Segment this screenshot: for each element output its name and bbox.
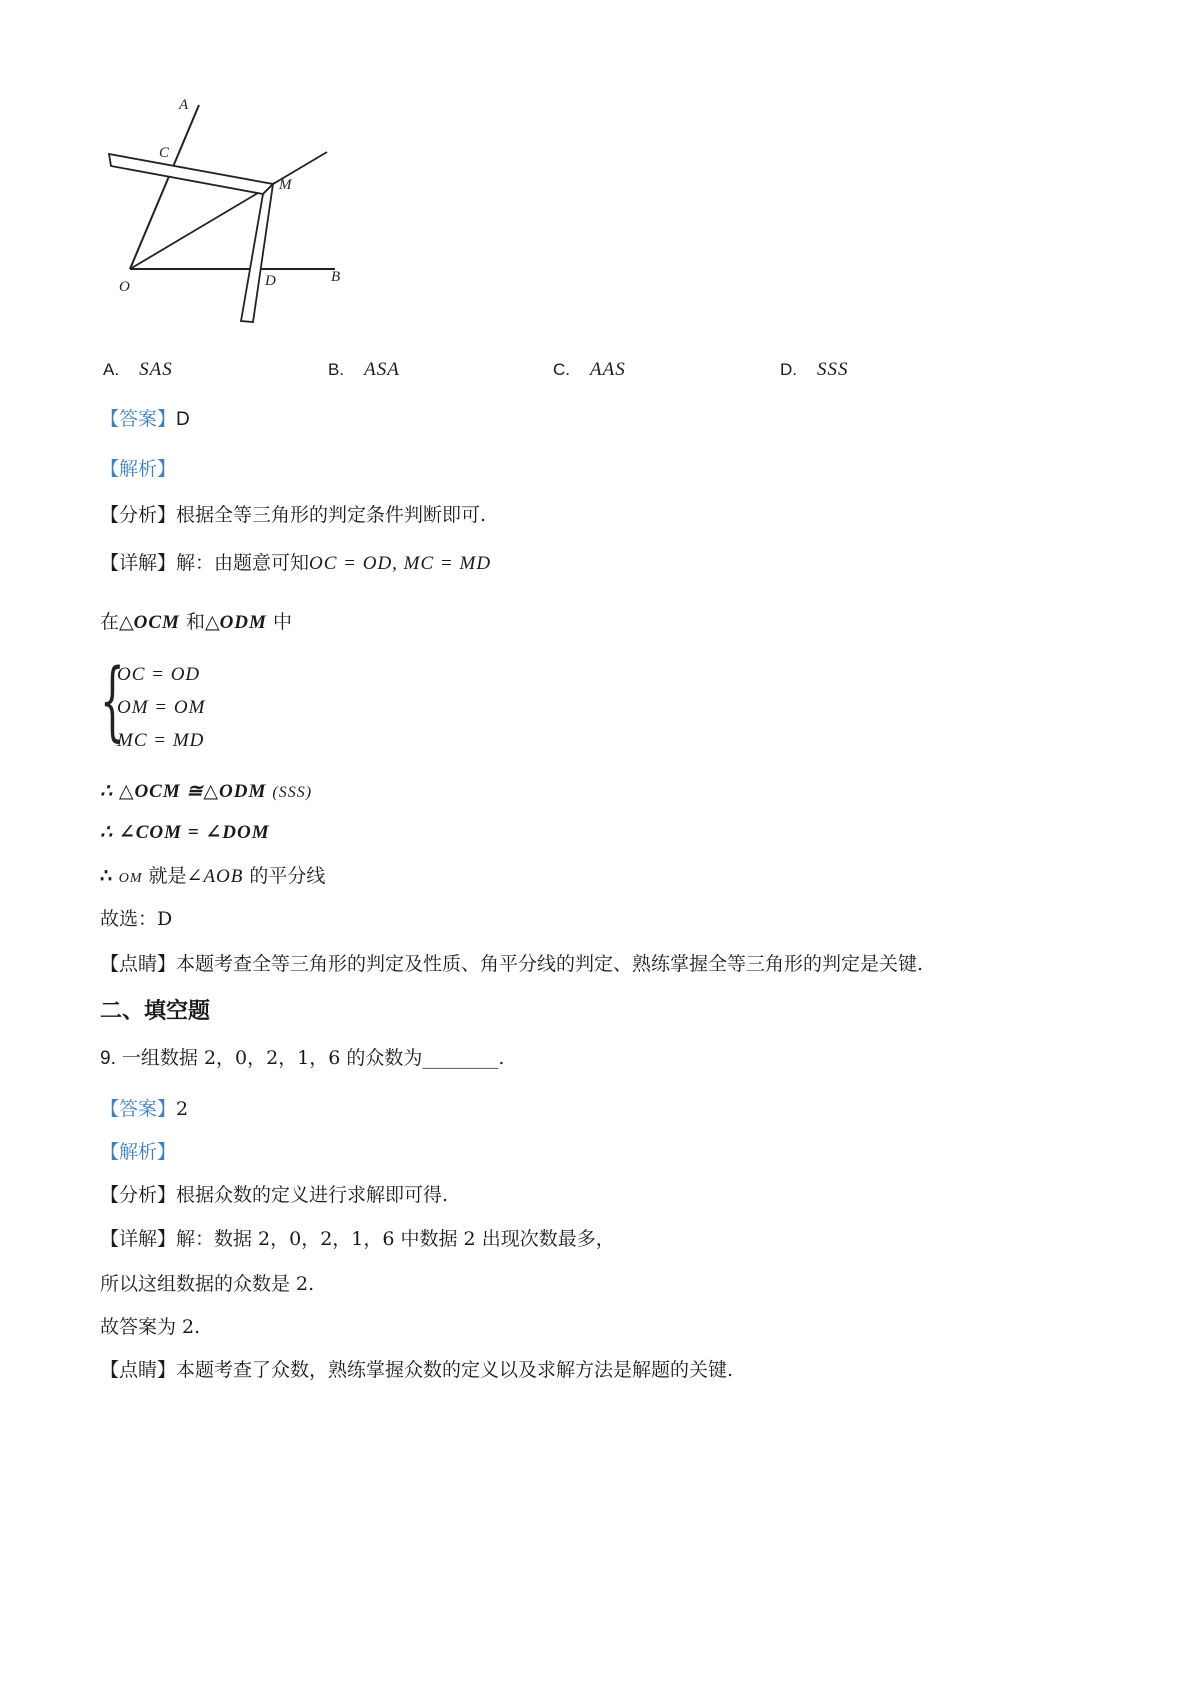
option-c-text: AAS — [590, 359, 626, 380]
q9-answer — [100, 1097, 188, 1121]
concl3-mid: 就是 — [142, 865, 187, 887]
in-post: 中 — [266, 611, 292, 633]
option-d-text: SSS — [817, 359, 849, 380]
q9-line3: 故答案为 2. — [100, 1316, 201, 1338]
label-c: C — [159, 145, 170, 161]
q9-line2: 所以这组数据的众数是 2. — [100, 1273, 315, 1295]
q8-xiangjie-prefix: 【详解】解：由题意可知 — [100, 552, 310, 574]
triangle-odm: ODM — [219, 612, 267, 633]
label-a: A — [179, 97, 189, 113]
option-c-letter: C. — [553, 360, 570, 379]
label-o: O — [119, 279, 130, 295]
concl1-tail: (SSS) — [272, 784, 313, 801]
q9-number: 9. — [100, 1048, 116, 1069]
triangle-ocm: OCM — [133, 612, 180, 633]
option-b-letter: B. — [328, 360, 345, 379]
q8-xiangjie — [100, 551, 491, 576]
label-d: D — [265, 273, 276, 289]
q9-question — [100, 1046, 504, 1071]
geometry-figure — [95, 95, 365, 360]
q8-xiangjie-math: OC = OD, MC = MD — [309, 553, 492, 574]
system-eq-2: OM = OM — [117, 697, 206, 718]
q9-answer-tag: 【答案】 — [100, 1098, 177, 1120]
q8-dianjing: 【点睛】本题考查全等三角形的判定及性质、角平分线的判定、熟练掌握全等三角形的判定是关键. — [100, 953, 924, 975]
concl1-math: ∴ △OCM ≅△ODM — [100, 781, 267, 802]
system-eq-3: MC = MD — [117, 730, 205, 751]
option-b-text: ASA — [364, 359, 400, 380]
concl3-om: OM — [118, 871, 143, 886]
in-pre: 在△ — [100, 611, 134, 633]
option-c — [553, 357, 626, 382]
q8-answer — [100, 407, 190, 432]
option-d — [780, 357, 849, 382]
q8-conclusion-1 — [100, 779, 312, 805]
q8-in-triangles — [100, 610, 292, 635]
q8-answer-tag: 【答案】 — [100, 408, 177, 430]
label-m: M — [279, 177, 292, 193]
ruler-arm-1 — [109, 154, 273, 194]
option-a-letter: A. — [103, 360, 120, 379]
concl3-therefore: ∴ — [100, 865, 119, 887]
option-d-letter: D. — [780, 360, 797, 379]
q8-guxuan: 故选：D — [100, 908, 173, 930]
ruler-arm-2 — [241, 184, 273, 322]
q9-answer-value: 2 — [176, 1098, 189, 1120]
concl3-angle: ∠AOB — [186, 866, 244, 887]
q8-fenxi: 【分析】根据全等三角形的判定条件判断即可. — [100, 504, 487, 526]
q9-xiangjie: 【详解】解：数据 2，0，2，1，6 中数据 2 出现次数最多， — [100, 1228, 615, 1250]
concl3-tail: 的平分线 — [243, 865, 326, 887]
system-eq-1: OC = OD — [117, 664, 201, 685]
q9-dianjing: 【点睛】本题考查了众数，熟练掌握众数的定义以及求解方法是解题的关键. — [100, 1359, 734, 1381]
q8-conclusion-3 — [100, 864, 325, 891]
section-title: 二、填空题 — [100, 999, 211, 1024]
ray-oa — [130, 105, 199, 269]
q8-answer-value: D — [176, 409, 190, 430]
in-mid: 和△ — [179, 611, 220, 633]
option-b — [328, 357, 400, 382]
q9-analysis-tag: 【解析】 — [100, 1141, 177, 1163]
system-brace: { — [100, 651, 125, 751]
q9-fenxi: 【分析】根据众数的定义进行求解即可得. — [100, 1184, 449, 1206]
option-a — [103, 357, 173, 382]
q8-conclusion-2: ∴ ∠COM = ∠DOM — [100, 822, 270, 843]
q8-analysis-tag: 【解析】 — [100, 458, 177, 480]
label-b: B — [331, 269, 341, 285]
option-a-text: SAS — [139, 359, 173, 380]
q9-text: 一组数据 2，0，2，1，6 的众数为________. — [115, 1047, 505, 1069]
